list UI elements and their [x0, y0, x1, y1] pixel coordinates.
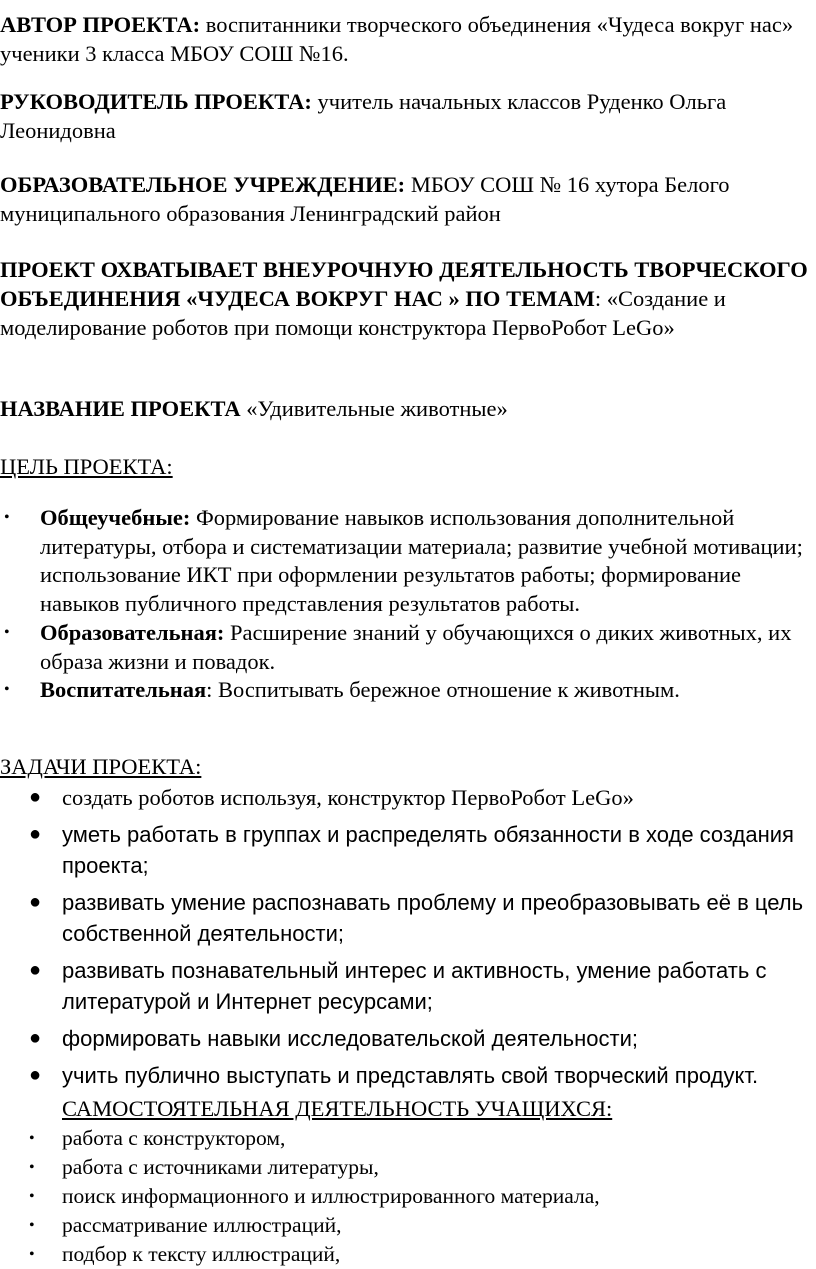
- institution-paragraph: [0, 170, 812, 228]
- list-item: [0, 887, 812, 949]
- bullet-icon: •: [4, 623, 10, 641]
- list-item: [0, 819, 812, 881]
- leader-text: учитель начальных классов Руденко Ольга Леонидовна: [0, 89, 727, 143]
- goal-heading: ЦЕЛЬ ПРОЕКТА:: [0, 454, 173, 479]
- bullet-icon: ●: [29, 786, 42, 808]
- bullet-icon: •: [4, 681, 10, 699]
- task-text: формировать навыки исследовательской деятельности;: [62, 1026, 638, 1051]
- bullet-icon: ●: [29, 1027, 42, 1049]
- list-item: [0, 1124, 812, 1153]
- goal-text: Формирование навыков использования дополнительной литературы, отбора и систематизации материала; развитие учебной мотивации; использование ИКТ при оформлении результатов работы; формирование навыков публичного представления результатов работы.: [40, 505, 803, 617]
- list-item: [0, 676, 812, 705]
- list-item: [0, 1240, 812, 1269]
- activity-text: рассматривание иллюстраций,: [62, 1213, 342, 1237]
- project-name-label: НАЗВАНИЕ ПРОЕКТА: [0, 396, 241, 421]
- self-activity-heading: САМОСТОЯТЕЛЬНАЯ ДЕЯТЕЛЬНОСТЬ УЧАЩИХСЯ:: [62, 1096, 613, 1121]
- self-activity-list: [0, 1124, 812, 1269]
- activity-text: поиск информационного и иллюстрированного материала,: [62, 1184, 600, 1208]
- list-item: [0, 1153, 812, 1182]
- bullet-icon: •: [4, 509, 10, 526]
- bullet-icon: •: [29, 1188, 35, 1205]
- goal-text: : Воспитывать бережное отношение к животным.: [206, 677, 680, 703]
- list-item: [0, 1182, 812, 1211]
- tasks-list: [0, 782, 812, 1097]
- bullet-icon: ●: [29, 823, 42, 845]
- activity-text: работа с конструктором,: [62, 1126, 286, 1150]
- tasks-heading: ЗАДАЧИ ПРОЕКТА:: [0, 754, 202, 779]
- author-paragraph: [0, 10, 812, 68]
- bullet-icon: ●: [29, 891, 42, 913]
- task-text: уметь работать в группах и распределять обязанности в ходе создания проекта;: [62, 822, 794, 878]
- goal-label: Воспитательная: [40, 677, 207, 703]
- list-item: [0, 504, 812, 619]
- bullet-icon: •: [29, 1217, 35, 1234]
- list-item: [0, 1060, 812, 1091]
- activity-text: работа с источниками литературы,: [62, 1155, 379, 1179]
- project-name-text: «Удивительные животные»: [240, 396, 508, 421]
- institution-text: МБОУ СОШ № 16 хутора Белого муниципального образования Ленинградский район: [0, 172, 730, 226]
- list-item: [0, 955, 812, 1017]
- goal-text: Расширение знаний у обучающихся о диких животных, их образа жизни и повадок.: [40, 619, 792, 674]
- scope-paragraph: [0, 255, 812, 342]
- scope-text: : «Создание и моделирование роботов при помощи конструктора ПервоРобот LeGo»: [0, 286, 726, 340]
- task-text: развивать познавательный интерес и активность, умение работать с литературой и Интернет ресурсами;: [62, 958, 767, 1014]
- goal-label: Образовательная:: [40, 619, 225, 645]
- bullet-icon: ●: [29, 959, 42, 981]
- bullet-icon: •: [29, 1246, 35, 1263]
- list-item: [0, 619, 812, 676]
- bullet-icon: ●: [29, 1064, 42, 1086]
- leader-paragraph: [0, 87, 812, 145]
- list-item: [0, 1211, 812, 1240]
- list-item: [0, 1023, 812, 1054]
- list-item: [0, 782, 812, 813]
- activity-text: подбор к тексту иллюстраций,: [62, 1242, 341, 1266]
- goals-list: [0, 504, 812, 705]
- author-label: АВТОР ПРОЕКТА:: [0, 12, 201, 37]
- bullet-icon: •: [29, 1130, 35, 1147]
- task-text: развивать умение распознавать проблему и преобразовывать её в цель собственной деятельности;: [62, 890, 804, 946]
- project-name-paragraph: [0, 394, 812, 423]
- bullet-icon: •: [29, 1159, 35, 1176]
- scope-label: ПРОЕКТ ОХВАТЫВАЕТ ВНЕУРОЧНУЮ ДЕЯТЕЛЬНОСТЬ ТВОРЧЕСКОГО ОБЪЕДИНЕНИЯ «ЧУДЕСА ВОКРУГ НАС » ПО ТЕМАМ: [0, 257, 808, 311]
- goal-label: Общеучебные:: [40, 505, 191, 530]
- task-text: учить публично выступать и представлять свой творческий продукт.: [62, 1063, 759, 1088]
- institution-label: ОБРАЗОВАТЕЛЬНОЕ УЧРЕЖДЕНИЕ:: [0, 172, 406, 197]
- leader-label: РУКОВОДИТЕЛЬ ПРОЕКТА:: [0, 89, 312, 114]
- author-text: воспитанники творческого объединения «Чудеса вокруг нас» ученики 3 класса МБОУ СОШ №16.: [0, 12, 794, 66]
- task-text: создать роботов используя, конструктор ПервоРобот LeGo»: [62, 785, 634, 810]
